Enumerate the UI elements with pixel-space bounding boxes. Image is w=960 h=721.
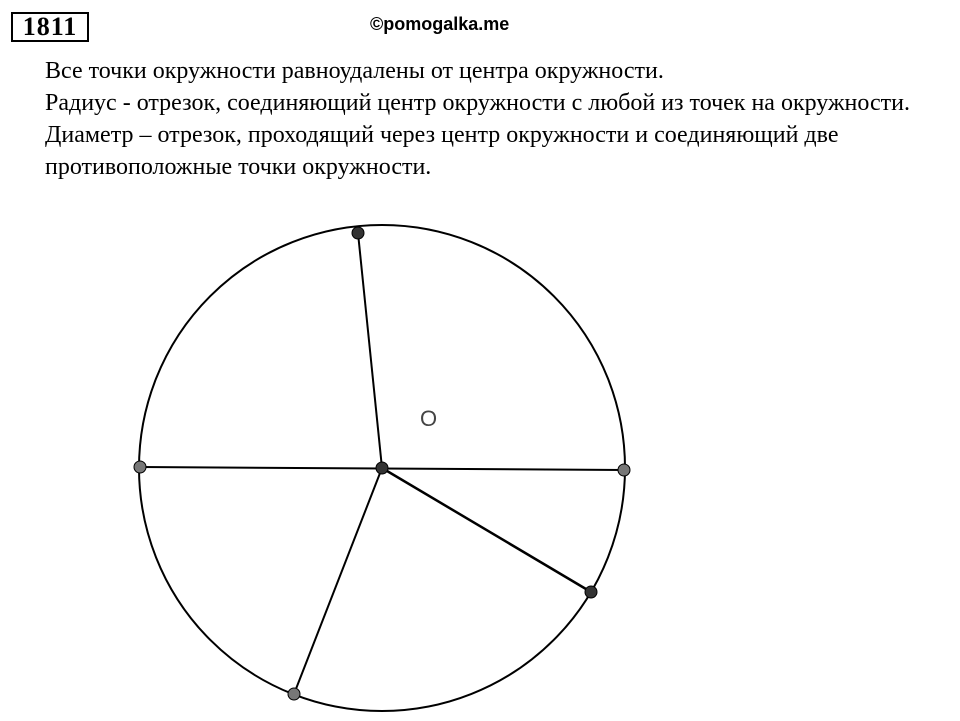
paragraph-equidistant: Все точки окружности равноудалены от центра окружности.	[45, 58, 664, 84]
point-right	[618, 464, 630, 476]
point-left	[134, 461, 146, 473]
radius-segment-lower-right	[382, 468, 591, 592]
paragraph-diameter: Диаметр – отрезок, проходящий через центр окружности и соединяющий две противоположные точки окружности.	[45, 122, 839, 180]
point-lower-right	[585, 586, 597, 598]
problem-number: 1811	[11, 12, 89, 42]
radius-segment-top	[358, 233, 382, 468]
center-point	[376, 462, 388, 474]
radius-segment-lower-left	[294, 468, 382, 694]
point-top	[352, 227, 364, 239]
paragraph-radius: Радиус - отрезок, соединяющий центр окружности с любой из точек на окружности.	[45, 90, 910, 116]
center-label: O	[420, 406, 438, 431]
watermark: ©pomogalka.me	[370, 14, 510, 34]
point-bottom	[288, 688, 300, 700]
